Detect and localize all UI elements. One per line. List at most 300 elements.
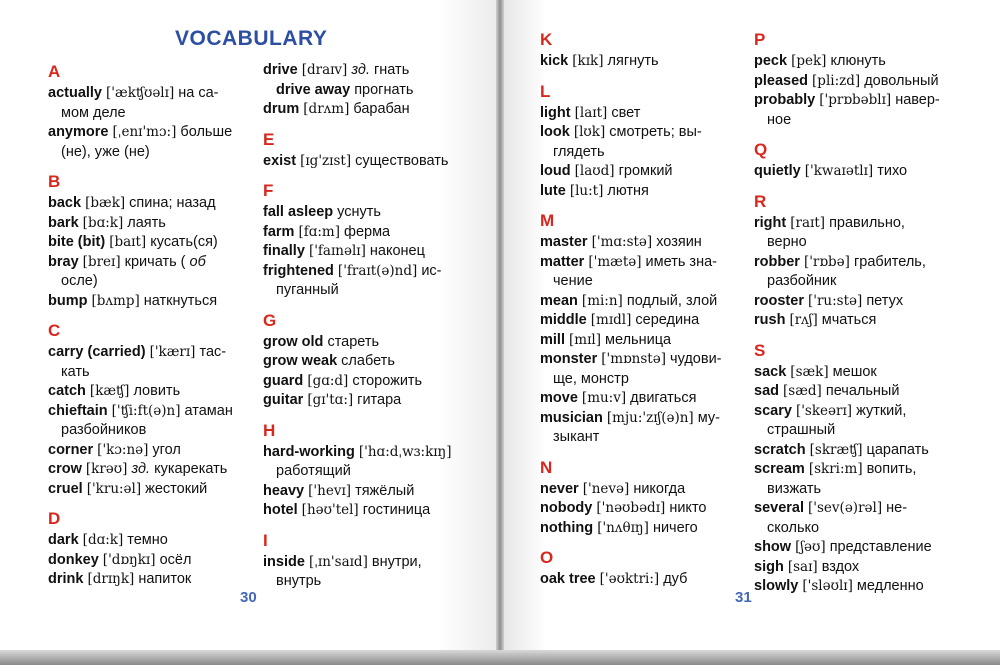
translation: тихо <box>877 163 908 179</box>
vocab-entry <box>48 214 248 234</box>
headword: cruel <box>48 480 83 497</box>
letter-section <box>263 530 473 592</box>
vocab-entry <box>540 182 740 202</box>
translation: мешок <box>832 363 877 380</box>
translation-continuation: пуганный <box>276 282 339 298</box>
letter-section <box>263 310 473 411</box>
letter-section <box>48 320 248 499</box>
vocab-entry <box>540 52 740 72</box>
vocab-entry <box>754 91 969 130</box>
translation: му- <box>697 409 720 426</box>
translation: сторожить <box>352 372 423 389</box>
vocab-entry <box>540 331 740 351</box>
transcription: ['ʧi:ft(ə)n] <box>111 402 181 419</box>
headword: scary <box>754 402 792 419</box>
translation: гостиница <box>362 502 431 518</box>
translation: дуб <box>663 571 688 587</box>
vocab-entry <box>48 194 248 214</box>
vocab-entry <box>263 242 473 262</box>
translation-continuation: зыкант <box>553 429 600 445</box>
vocab-entry <box>540 104 740 124</box>
vocab-entry <box>754 499 969 538</box>
transcription: [pek] <box>791 53 827 69</box>
headword: guitar <box>263 392 304 408</box>
transcription: ['faɪnəlɪ] <box>308 243 366 259</box>
usage-note: об <box>189 253 206 270</box>
headword: hard-working <box>263 443 355 460</box>
translation: громкий <box>618 163 673 179</box>
translation-continuation: глядеть <box>553 143 605 160</box>
headword: rush <box>754 312 786 328</box>
section-letter: C <box>48 321 61 340</box>
translation: печальный <box>825 383 900 399</box>
headword: chieftain <box>48 402 108 419</box>
translation: кричать ( <box>124 253 186 270</box>
vocab-column-1 <box>48 61 248 599</box>
transcription: ['dɒŋkɪ] <box>102 551 156 568</box>
vocab-entry <box>754 214 969 253</box>
transcription: ['kwaɪətlɪ] <box>804 163 874 179</box>
headword: exist <box>263 152 297 169</box>
translation: довольный <box>864 72 939 89</box>
transcription: [skræʧ] <box>809 441 863 458</box>
headword: guard <box>263 372 304 389</box>
translation: кукарекать <box>154 461 228 477</box>
transcription: ['ru:stə] <box>808 292 863 309</box>
vocab-entry <box>754 558 969 578</box>
translation-continuation: страшный <box>767 422 836 438</box>
translation: подлый, злой <box>626 292 718 309</box>
vocab-entry <box>754 538 969 558</box>
headword: mill <box>540 331 565 348</box>
transcription: ['kru:əl] <box>86 480 142 497</box>
vocab-entry <box>48 441 248 461</box>
section-letter: G <box>263 310 277 330</box>
transcription: [mɪl] <box>569 331 601 348</box>
transcription: [drɪŋk] <box>87 571 135 587</box>
headword: actually <box>48 85 102 101</box>
translation: гитара <box>357 392 402 408</box>
page-number-right: 31 <box>735 589 752 606</box>
translation: мчаться <box>821 312 877 328</box>
vocab-entry <box>263 482 473 502</box>
letter-section <box>263 129 473 172</box>
translation-continuation: визжать <box>767 480 822 497</box>
transcription: [skri:m] <box>808 461 863 477</box>
translation: прогнать <box>354 81 414 98</box>
vocab-entry <box>48 531 248 551</box>
headword: mean <box>540 292 578 309</box>
vocab-entry <box>754 162 969 182</box>
section-letter: K <box>540 30 553 49</box>
translation: лаять <box>127 214 166 231</box>
translation: больше <box>180 124 233 140</box>
letter-section <box>263 180 473 301</box>
letter-section <box>540 547 740 590</box>
headword: probably <box>754 92 816 108</box>
vocab-entry <box>540 389 740 409</box>
section-letter: H <box>263 420 276 440</box>
translation: осёл <box>159 551 192 568</box>
letter-section <box>48 61 248 162</box>
translation: мельница <box>605 331 672 348</box>
translation: темно <box>127 532 168 548</box>
translation: середина <box>635 312 700 328</box>
translation-continuation: ще, монстр <box>553 370 629 387</box>
translation: жестокий <box>145 480 208 497</box>
transcription: [rʌʃ] <box>789 312 818 328</box>
headword: quietly <box>754 163 801 179</box>
transcription: [bʌmp] <box>91 292 140 309</box>
transcription: ['fraɪt(ə)nd] <box>337 262 418 279</box>
vocab-entry <box>48 551 248 571</box>
translation: двигаться <box>630 390 697 406</box>
vocab-entry <box>540 162 740 182</box>
translation: лютня <box>607 182 649 199</box>
section-letter: I <box>263 530 268 550</box>
vocab-entry <box>540 123 740 162</box>
translation: представление <box>829 539 932 555</box>
vocab-entry <box>48 253 248 292</box>
headword: grow weak <box>263 353 338 369</box>
section-letter: F <box>263 181 274 200</box>
translation: барабан <box>353 101 410 117</box>
transcription: [lu:t] <box>569 182 604 199</box>
headword: sad <box>754 383 779 399</box>
vocab-column-2 <box>263 61 473 601</box>
transcription: [breɪ] <box>82 253 121 270</box>
transcription: [mɪdl] <box>590 312 632 328</box>
headword: monster <box>540 351 598 367</box>
transcription: [laʊd] <box>574 163 615 179</box>
vocab-entry <box>263 152 473 172</box>
headword: sigh <box>754 558 784 575</box>
headword: master <box>540 234 588 250</box>
transcription: ['mætə] <box>588 253 642 270</box>
translation: никто <box>669 500 707 516</box>
vocab-entry <box>263 100 473 120</box>
transcription: [mu:v] <box>581 390 627 406</box>
transcription: ['əʊktri:] <box>599 571 660 587</box>
headword: show <box>754 539 792 555</box>
vocab-entry <box>754 460 969 499</box>
translation: петух <box>866 292 904 309</box>
vocab-entry <box>754 402 969 441</box>
headword: right <box>754 214 787 231</box>
section-letter: N <box>540 457 553 477</box>
page-bottom-edge <box>0 650 1000 665</box>
letter-section <box>48 171 248 311</box>
vocab-entry <box>540 499 740 519</box>
letter-section <box>754 29 969 130</box>
transcription: [sæd] <box>783 383 822 399</box>
vocab-entry <box>263 443 473 482</box>
translation: слабеть <box>341 353 395 369</box>
headword: musician <box>540 409 603 426</box>
headword: bark <box>48 214 79 231</box>
vocab-entry <box>263 61 473 81</box>
headword: drive away <box>276 81 351 98</box>
translation: ничего <box>652 519 698 536</box>
translation: атаман <box>184 402 233 419</box>
vocab-entry <box>263 372 473 392</box>
transcription: [drʌm] <box>303 101 350 117</box>
vocab-entry <box>754 382 969 402</box>
translation: смотреть; вы- <box>609 124 702 140</box>
vocab-column-3 <box>540 29 740 599</box>
headword: frightened <box>263 262 334 279</box>
translation: хозяин <box>656 234 702 250</box>
transcription: [ʃəʊ] <box>795 539 826 555</box>
headword: anymore <box>48 124 109 140</box>
section-letter: D <box>48 509 61 528</box>
letter-section <box>754 340 969 597</box>
headword: several <box>754 500 804 516</box>
vocab-entry <box>48 480 248 500</box>
section-letter: Q <box>754 140 768 159</box>
vocab-entry <box>48 84 248 123</box>
transcription: [dɑ:k] <box>82 532 124 548</box>
transcription: [raɪt] <box>790 214 826 231</box>
section-letter: P <box>754 30 766 49</box>
translation-continuation: (не), уже (не) <box>61 143 150 160</box>
translation: никогда <box>633 480 686 497</box>
headword: donkey <box>48 551 99 568</box>
headword: nobody <box>540 500 593 516</box>
section-letter: S <box>754 340 766 360</box>
headword: rooster <box>754 292 804 309</box>
transcription: [fɑ:m] <box>298 223 340 240</box>
transcription: ['prɒbəblɪ] <box>819 92 892 108</box>
translation: гнать <box>374 62 410 78</box>
translation: вопить, <box>866 461 917 477</box>
translation: на са- <box>178 85 219 101</box>
transcription: [kæʧ] <box>89 383 130 399</box>
translation-continuation: ное <box>767 111 792 128</box>
translation: свет <box>611 104 641 121</box>
headword: carry (carried) <box>48 344 146 360</box>
transcription: [pli:zd] <box>812 72 861 89</box>
transcription: [mju:'zɪʃ(ə)n] <box>606 409 694 426</box>
vocab-entry <box>754 253 969 292</box>
section-letter: M <box>540 211 555 230</box>
vocab-entry <box>48 343 248 382</box>
translation: клюнуть <box>830 53 886 69</box>
translation: чудови- <box>670 351 722 367</box>
headword: light <box>540 104 571 121</box>
letter-section <box>754 191 969 331</box>
vocab-entry <box>263 262 473 301</box>
letter-section <box>754 139 969 182</box>
headword: dark <box>48 532 79 548</box>
transcription: ['ækʧʊəlɪ] <box>106 85 175 101</box>
transcription: ['rɒbə] <box>803 253 850 270</box>
headword: sack <box>754 363 787 380</box>
translation-continuation: верно <box>767 234 807 250</box>
section-letter: E <box>263 129 275 149</box>
headword: hotel <box>263 502 298 518</box>
transcription: ['mɑ:stə] <box>591 234 653 250</box>
translation: жуткий, <box>856 402 907 419</box>
vocab-entry <box>263 203 473 223</box>
transcription: [mi:n] <box>581 292 623 309</box>
translation: спина; назад <box>129 195 216 211</box>
usage-note: зд. <box>351 62 370 78</box>
vocab-entry <box>263 352 473 372</box>
translation: наконец <box>369 243 425 259</box>
transcription: [həʊ'tel] <box>301 502 359 518</box>
translation: иметь зна- <box>645 253 717 270</box>
translation: медленно <box>856 578 924 594</box>
translation: не- <box>886 500 908 516</box>
transcription: [ˌɪn'saɪd] <box>308 553 368 570</box>
translation: лягнуть <box>607 53 659 69</box>
transcription: [laɪt] <box>574 104 608 121</box>
book-spine <box>496 0 504 658</box>
transcription: [draɪv] <box>301 62 348 78</box>
headword: never <box>540 480 579 497</box>
headword: nothing <box>540 519 594 536</box>
headword: kick <box>540 53 569 69</box>
transcription: [gɑ:d] <box>307 372 349 389</box>
transcription: ['kɔ:nə] <box>97 441 149 458</box>
headword: drum <box>263 101 300 117</box>
headword: finally <box>263 243 305 259</box>
transcription: ['hevɪ] <box>308 482 352 499</box>
transcription: ['hɑ:dˌwɜ:kɪŋ] <box>358 443 452 460</box>
vocab-entry <box>540 409 740 448</box>
translation: уснуть <box>337 204 381 220</box>
translation: существовать <box>355 152 449 169</box>
vocab-entry <box>540 311 740 331</box>
headword: move <box>540 390 578 406</box>
translation: стареть <box>327 333 380 350</box>
transcription: ['mɒnstə] <box>601 351 666 367</box>
headword: peck <box>754 53 788 69</box>
headword: bump <box>48 292 88 309</box>
vocab-entry <box>48 292 248 312</box>
translation-continuation: кать <box>61 363 90 380</box>
translation: тас- <box>199 344 227 360</box>
transcription: [bɑ:k] <box>82 214 124 231</box>
vocab-entry <box>48 382 248 402</box>
translation: грабитель, <box>853 253 926 270</box>
vocab-entry <box>754 577 969 597</box>
letter-section <box>540 457 740 539</box>
section-letter: A <box>48 62 61 81</box>
vocab-entry <box>48 233 248 253</box>
page-title: VOCABULARY <box>175 27 328 50</box>
transcription: [sæk] <box>790 363 829 380</box>
translation-continuation: внутрь <box>276 573 322 589</box>
headword: lute <box>540 182 566 199</box>
headword: look <box>540 124 570 140</box>
transcription: [gɪ'tɑ:] <box>307 392 354 408</box>
headword: oak tree <box>540 571 596 587</box>
letter-section <box>540 210 740 448</box>
transcription: [ɪg'zɪst] <box>300 152 352 169</box>
vocab-entry <box>263 391 473 411</box>
headword: bray <box>48 253 79 270</box>
transcription: ['kærɪ] <box>149 344 196 360</box>
letter-section <box>263 420 473 521</box>
vocab-entry <box>540 570 740 590</box>
translation-continuation: сколько <box>767 519 820 536</box>
vocab-entry <box>48 123 248 162</box>
vocab-entry <box>263 223 473 243</box>
headword: pleased <box>754 72 808 89</box>
vocab-entry <box>540 253 740 292</box>
vocab-entry <box>263 81 473 101</box>
translation: правильно, <box>829 214 905 231</box>
vocab-entry <box>754 363 969 383</box>
headword: bite (bit) <box>48 234 106 250</box>
transcription: [ˌenɪ'mɔ:] <box>112 124 177 140</box>
vocab-entry <box>48 570 248 590</box>
transcription: ['nəʊbədɪ] <box>596 500 666 516</box>
headword: heavy <box>263 482 305 499</box>
translation-continuation: осле) <box>61 273 98 289</box>
headword: drink <box>48 571 84 587</box>
transcription: ['sev(ə)rəl] <box>808 500 883 516</box>
headword: inside <box>263 553 305 570</box>
transcription: [krəʊ] <box>85 461 128 477</box>
vocab-entry <box>754 292 969 312</box>
headword: middle <box>540 312 587 328</box>
letter-section <box>540 29 740 72</box>
translation: навер- <box>895 92 940 108</box>
translation: тяжёлый <box>355 482 415 499</box>
translation: угол <box>152 441 181 458</box>
headword: scratch <box>754 441 806 458</box>
translation: ферма <box>344 223 391 240</box>
translation: ловить <box>133 383 181 399</box>
section-letter: B <box>48 172 61 191</box>
translation: ис- <box>421 262 442 279</box>
headword: back <box>48 195 82 211</box>
transcription: ['skeərɪ] <box>795 402 853 419</box>
transcription: ['sləʊlɪ] <box>802 578 853 594</box>
translation-continuation: работящий <box>276 463 351 479</box>
translation-continuation: разбойников <box>61 422 147 438</box>
headword: scream <box>754 461 805 477</box>
translation: вздох <box>821 558 860 575</box>
page-number-left: 30 <box>240 589 257 606</box>
headword: grow old <box>263 333 324 350</box>
vocab-entry <box>754 311 969 331</box>
translation: наткнуться <box>143 292 218 309</box>
headword: farm <box>263 223 295 240</box>
translation-continuation: чение <box>553 273 593 289</box>
letter-section <box>48 508 248 590</box>
headword: fall asleep <box>263 204 334 220</box>
vocab-entry <box>263 553 473 592</box>
translation: напиток <box>138 571 192 587</box>
transcription: [saɪ] <box>787 558 818 575</box>
vocab-entry <box>754 72 969 92</box>
transcription: [lʊk] <box>573 124 606 140</box>
vocab-entry <box>540 480 740 500</box>
transcription: ['nʌθɪŋ] <box>597 519 649 536</box>
vocab-entry <box>754 52 969 72</box>
transcription: ['nevə] <box>582 480 630 497</box>
translation: кусать(ся) <box>150 234 218 250</box>
headword: robber <box>754 253 800 270</box>
section-letter: R <box>754 191 767 211</box>
translation: царапать <box>866 441 929 458</box>
vocab-entry <box>540 519 740 539</box>
translation-continuation: мом деле <box>61 104 126 121</box>
